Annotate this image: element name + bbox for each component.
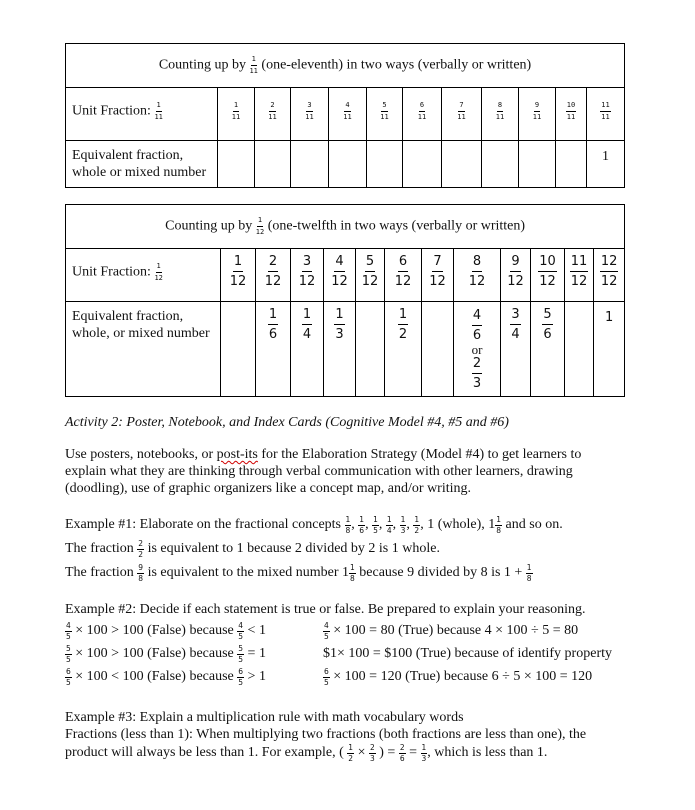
row-label: Equivalent fraction, whole, or mixed number — [66, 302, 221, 397]
unit-fraction-cell: $\frac{7}{11}$ — [442, 88, 482, 141]
unit-fraction-cell: $\frac{10}{11}$ — [556, 88, 587, 141]
unit-fraction-cell: $\frac{8}{11}$ — [482, 88, 519, 141]
unit-fraction-cell: $\frac{3}{12}$ — [291, 249, 324, 302]
example2-right-statement: $1× 100 = $100 (True) because of identify property — [323, 646, 612, 661]
example2-left-statement: $\frac{6}{5}$ × 100 < 100 (False) because $\frac{6}{5}$ > 1 — [66, 667, 266, 687]
unit-fraction-cell: $\frac{5}{12}$ — [356, 249, 385, 302]
example2-right-statement: $\frac{4}{5}$ × 100 = 80 (True) because 4 × 100 ÷ 5 = 80 — [324, 621, 579, 641]
example2-left-statement: $\frac{5}{5}$ × 100 > 100 (False) because $\frac{5}{5}$ = 1 — [66, 644, 266, 664]
example2-row — [65, 645, 630, 663]
unit-fraction-cell: $\frac{4}{12}$ — [324, 249, 356, 302]
equivalent-cell — [454, 302, 501, 397]
unit-fraction-cell: $\frac{2}{12}$ — [256, 249, 291, 302]
fraction: $\frac{1}{12}$ — [154, 262, 163, 282]
example2-left-statement: $\frac{4}{5}$ × 100 > 100 (False) because $\frac{4}{5}$ < 1 — [66, 621, 266, 641]
example1-line3: The fraction $\frac{9}{8}$ is equivalent to the mixed number 1 $\frac{1}{8}$ because 9 divided by 8 is 1 + $\frac{1}{8}$ — [65, 563, 532, 583]
spellcheck-flagged-word[interactable]: post-its — [216, 447, 258, 462]
counting-table-twelfth — [65, 204, 625, 397]
table-row-equivalents — [66, 141, 625, 188]
equivalent-cell — [519, 141, 556, 188]
equivalent-cell — [356, 302, 385, 397]
row-label: Equivalent fraction, whole or mixed number — [66, 141, 218, 188]
fraction: $\frac{1}{11}$ — [154, 101, 163, 121]
equivalent-cell — [221, 302, 256, 397]
fraction: $\frac{1}{11}$ — [249, 55, 258, 75]
unit-fraction-cell: $\frac{1}{11}$ — [218, 88, 255, 141]
equivalent-cell — [291, 141, 329, 188]
table-title — [66, 205, 625, 249]
example1-line2: The fraction $\frac{2}{2}$ is equivalent to 1 because 2 divided by 2 is 1 whole. — [65, 539, 440, 559]
example2-right-statement: $\frac{6}{5}$ × 100 = 120 (True) because 6 ÷ 5 × 100 = 120 — [324, 667, 593, 687]
row-label: Unit Fraction: $\frac{1}{12}$ — [66, 249, 221, 302]
equivalent-cell — [218, 141, 255, 188]
unit-fraction-cell: $\frac{12}{12}$ — [594, 249, 625, 302]
example2-heading: Example #2: Decide if each statement is true or false. Be prepared to explain your reasoning. — [65, 602, 586, 617]
equivalent-cell — [329, 141, 367, 188]
equivalent-cell — [482, 141, 519, 188]
unit-fraction-cell: $\frac{5}{11}$ — [367, 88, 403, 141]
unit-fraction-cell: $\frac{7}{12}$ — [422, 249, 454, 302]
table-row-unit-fractions — [66, 88, 625, 141]
equivalent-cell — [442, 141, 482, 188]
unit-fraction-cell: $\frac{1}{12}$ — [221, 249, 256, 302]
title-suffix: (one-twelfth in two ways (verbally or written) — [267, 218, 526, 234]
example2-row — [65, 668, 630, 686]
counting-table-eleventh — [65, 43, 625, 188]
example3-line2: Fractions (less than 1): When multiplying two fractions (both fractions are less than one), the — [65, 727, 587, 742]
equivalent-cell — [422, 302, 454, 397]
title-prefix: Counting up by — [158, 57, 246, 73]
equivalent-cell: $\frac{1}{2}$ — [385, 302, 422, 397]
table-title — [66, 44, 625, 88]
unit-fraction-cell: $\frac{3}{11}$ — [291, 88, 329, 141]
equivalent-cell — [367, 141, 403, 188]
unit-fraction-cell: $\frac{11}{11}$ — [587, 88, 625, 141]
example3-heading: Example #3: Explain a multiplication rule with math vocabulary words — [65, 710, 464, 725]
equivalent-cell: $\frac{3}{4}$ — [501, 302, 531, 397]
row-label: Unit Fraction: $\frac{1}{11}$ — [66, 88, 218, 141]
activity-heading: Activity 2: Poster, Notebook, and Index Cards (Cognitive Model #4, #5 and #6) — [65, 415, 509, 430]
equivalent-cell: 1 — [587, 141, 625, 188]
example1-line1: Example #1: Elaborate on the fractional concepts $\frac{1}{8}$ , $\frac{1}{6}$ , $\frac{1}{5}$ , $\frac{1}{4}$ , $\frac{1}{3}$ , $\frac{1}{2}$ , 1 (whole), 1 $\frac{1}{8}$ and so on. — [65, 515, 563, 535]
equivalent-cell — [403, 141, 442, 188]
equivalent-cell: $\frac{1}{3}$ — [324, 302, 356, 397]
equivalent-cell — [565, 302, 594, 397]
unit-fraction-cell: $\frac{8}{12}$ — [454, 249, 501, 302]
unit-fraction-cell: $\frac{10}{12}$ — [531, 249, 565, 302]
table-row-unit-fractions — [66, 249, 625, 302]
equivalent-cell: $\frac{1}{6}$ — [256, 302, 291, 397]
fraction: $\frac{1}{12}$ — [255, 216, 265, 236]
unit-fraction-cell: $\frac{6}{12}$ — [385, 249, 422, 302]
title-prefix: Counting up by — [165, 218, 253, 234]
equivalent-cell: 1 — [594, 302, 625, 397]
unit-fraction-cell: $\frac{9}{12}$ — [501, 249, 531, 302]
equivalent-cell — [255, 141, 291, 188]
unit-fraction-cell: $\frac{11}{12}$ — [565, 249, 594, 302]
activity-intro: Use posters, notebooks, or post-its for the Elaboration Strategy (Model #4) to get learners to explain what they are thinking through verbal communication with other learners, drawing (doodling), use of graphic organizers like a concept map, and/or writing. — [65, 447, 582, 496]
unit-fraction-cell: $\frac{9}{11}$ — [519, 88, 556, 141]
table-row-equivalents — [66, 302, 625, 397]
example3-line3: product will always be less than 1. For example, ( $\frac{1}{2}$ × $\frac{2}{3}$ ) = $\frac{2}{6}$ = $\frac{1}{3}$ , which is less than 1. — [65, 743, 548, 763]
unit-fraction-cell: $\frac{2}{11}$ — [255, 88, 291, 141]
unit-fraction-cell: $\frac{4}{11}$ — [329, 88, 367, 141]
equivalent-cell: $\frac{1}{4}$ — [291, 302, 324, 397]
equivalent-stack: 4 6 or 2 3 — [471, 308, 483, 391]
unit-fraction-cell: $\frac{6}{11}$ — [403, 88, 442, 141]
equivalent-cell: $\frac{5}{6}$ — [531, 302, 565, 397]
example2-row — [65, 622, 630, 640]
equivalent-cell — [556, 141, 587, 188]
title-suffix: (one-eleventh) in two ways (verbally or written) — [261, 57, 532, 73]
